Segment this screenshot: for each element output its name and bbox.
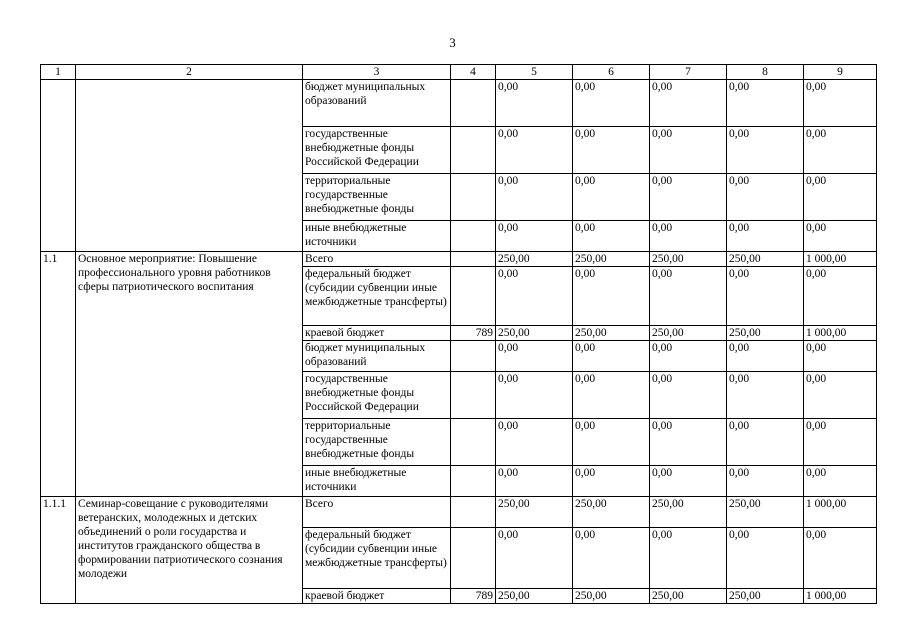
cell-source: государственные внебюджетные фонды Российской Федерации xyxy=(303,372,451,419)
cell-value: 250,00 xyxy=(573,326,650,341)
cell-value: 0,00 xyxy=(496,174,573,221)
cell-value: 0,00 xyxy=(650,419,727,466)
cell-code xyxy=(451,497,496,528)
cell-value: 0,00 xyxy=(650,372,727,419)
header-col-7: 7 xyxy=(650,65,727,80)
cell-source: краевой бюджет xyxy=(303,589,451,604)
cell-value: 0,00 xyxy=(727,221,804,252)
cell-value: 0,00 xyxy=(727,341,804,372)
header-col-3: 3 xyxy=(303,65,451,80)
cell-source: краевой бюджет xyxy=(303,326,451,341)
cell-source: бюджет муниципальных образований xyxy=(303,341,451,372)
header-col-5: 5 xyxy=(496,65,573,80)
cell-code xyxy=(451,466,496,497)
cell-value: 0,00 xyxy=(804,372,877,419)
header-col-9: 9 xyxy=(804,65,877,80)
cell-value: 0,00 xyxy=(804,419,877,466)
cell-value: 0,00 xyxy=(650,267,727,326)
cell-value: 1 000,00 xyxy=(804,497,877,528)
cell-value: 250,00 xyxy=(650,497,727,528)
cell-value: 0,00 xyxy=(496,372,573,419)
cell-value: 250,00 xyxy=(573,589,650,604)
cell-value: 0,00 xyxy=(727,466,804,497)
cell-value: 0,00 xyxy=(573,419,650,466)
header-row xyxy=(41,65,877,80)
cell-source: территориальные государственные внебюджетные фонды xyxy=(303,419,451,466)
cell-value: 0,00 xyxy=(573,341,650,372)
cell-activity: Семинар-совещание с руководителями ветеранских, молодежных и детских объединений о роли государства и институтов гражданского общества в формировании патриотического сознания молодежи xyxy=(76,497,303,604)
cell-number xyxy=(41,80,76,252)
cell-value: 0,00 xyxy=(650,127,727,174)
cell-code xyxy=(451,174,496,221)
cell-code xyxy=(451,252,496,267)
cell-value: 0,00 xyxy=(804,174,877,221)
cell-activity: Основное мероприятие: Повышение профессионального уровня работников сферы патриотического воспитания xyxy=(76,252,303,497)
cell-code xyxy=(451,419,496,466)
cell-value: 0,00 xyxy=(727,174,804,221)
cell-value: 0,00 xyxy=(650,341,727,372)
cell-value: 0,00 xyxy=(650,80,727,127)
cell-value: 0,00 xyxy=(727,372,804,419)
cell-value: 0,00 xyxy=(804,80,877,127)
cell-value: 250,00 xyxy=(496,589,573,604)
cell-source: территориальные государственные внебюджетные фонды xyxy=(303,174,451,221)
header-col-2: 2 xyxy=(76,65,303,80)
cell-value: 0,00 xyxy=(650,174,727,221)
cell-value: 0,00 xyxy=(650,528,727,589)
cell-value: 0,00 xyxy=(804,341,877,372)
cell-source: государственные внебюджетные фонды Российской Федерации xyxy=(303,127,451,174)
cell-value: 0,00 xyxy=(727,528,804,589)
cell-source: иные внебюджетные источники xyxy=(303,221,451,252)
cell-value: 0,00 xyxy=(573,372,650,419)
cell-value: 250,00 xyxy=(573,497,650,528)
cell-code: 789 xyxy=(451,589,496,604)
cell-value: 0,00 xyxy=(573,174,650,221)
cell-code: 789 xyxy=(451,326,496,341)
cell-value: 250,00 xyxy=(727,252,804,267)
cell-value: 250,00 xyxy=(650,589,727,604)
cell-value: 250,00 xyxy=(650,326,727,341)
cell-code xyxy=(451,372,496,419)
cell-value: 0,00 xyxy=(496,80,573,127)
header-col-4: 4 xyxy=(451,65,496,80)
cell-value: 250,00 xyxy=(573,252,650,267)
cell-value: 0,00 xyxy=(573,267,650,326)
cell-value: 0,00 xyxy=(573,466,650,497)
cell-value: 1 000,00 xyxy=(804,252,877,267)
cell-code xyxy=(451,528,496,589)
cell-value: 0,00 xyxy=(573,528,650,589)
cell-value: 0,00 xyxy=(804,221,877,252)
table-row xyxy=(41,80,877,127)
cell-value: 0,00 xyxy=(727,267,804,326)
table-row xyxy=(41,252,877,267)
cell-value: 250,00 xyxy=(496,252,573,267)
cell-source: федеральный бюджет (субсидии субвенции иные межбюджетные трансферты) xyxy=(303,267,451,326)
cell-source: бюджет муниципальных образований xyxy=(303,80,451,127)
cell-value: 0,00 xyxy=(804,127,877,174)
cell-value: 250,00 xyxy=(727,497,804,528)
cell-number: 1.1 xyxy=(41,252,76,497)
cell-value: 0,00 xyxy=(496,419,573,466)
cell-value: 0,00 xyxy=(650,221,727,252)
header-col-1: 1 xyxy=(41,65,76,80)
cell-value: 0,00 xyxy=(496,127,573,174)
cell-value: 0,00 xyxy=(496,341,573,372)
cell-code xyxy=(451,80,496,127)
cell-value: 0,00 xyxy=(573,127,650,174)
cell-value: 250,00 xyxy=(496,497,573,528)
cell-value: 0,00 xyxy=(804,466,877,497)
cell-activity xyxy=(76,80,303,252)
cell-source: Всего xyxy=(303,252,451,267)
page-number: 3 xyxy=(449,35,456,50)
header-col-8: 8 xyxy=(727,65,804,80)
header-col-6: 6 xyxy=(573,65,650,80)
cell-code xyxy=(451,221,496,252)
cell-value: 0,00 xyxy=(496,528,573,589)
cell-value: 0,00 xyxy=(804,528,877,589)
cell-value: 0,00 xyxy=(496,466,573,497)
cell-value: 250,00 xyxy=(496,326,573,341)
cell-value: 0,00 xyxy=(496,221,573,252)
cell-value: 0,00 xyxy=(727,80,804,127)
cell-value: 0,00 xyxy=(727,419,804,466)
cell-value: 250,00 xyxy=(727,326,804,341)
cell-source: федеральный бюджет (субсидии субвенции иные межбюджетные трансферты) xyxy=(303,528,451,589)
cell-value: 1 000,00 xyxy=(804,589,877,604)
cell-value: 250,00 xyxy=(727,589,804,604)
cell-source: Всего xyxy=(303,497,451,528)
cell-value: 250,00 xyxy=(650,252,727,267)
cell-code xyxy=(451,341,496,372)
cell-code xyxy=(451,127,496,174)
budget-table xyxy=(40,64,877,604)
table-row xyxy=(41,497,877,528)
cell-source: иные внебюджетные источники xyxy=(303,466,451,497)
cell-value: 1 000,00 xyxy=(804,326,877,341)
cell-value: 0,00 xyxy=(727,127,804,174)
cell-number: 1.1.1 xyxy=(41,497,76,604)
cell-value: 0,00 xyxy=(573,80,650,127)
cell-code xyxy=(451,267,496,326)
cell-value: 0,00 xyxy=(573,221,650,252)
cell-value: 0,00 xyxy=(496,267,573,326)
cell-value: 0,00 xyxy=(804,267,877,326)
cell-value: 0,00 xyxy=(650,466,727,497)
